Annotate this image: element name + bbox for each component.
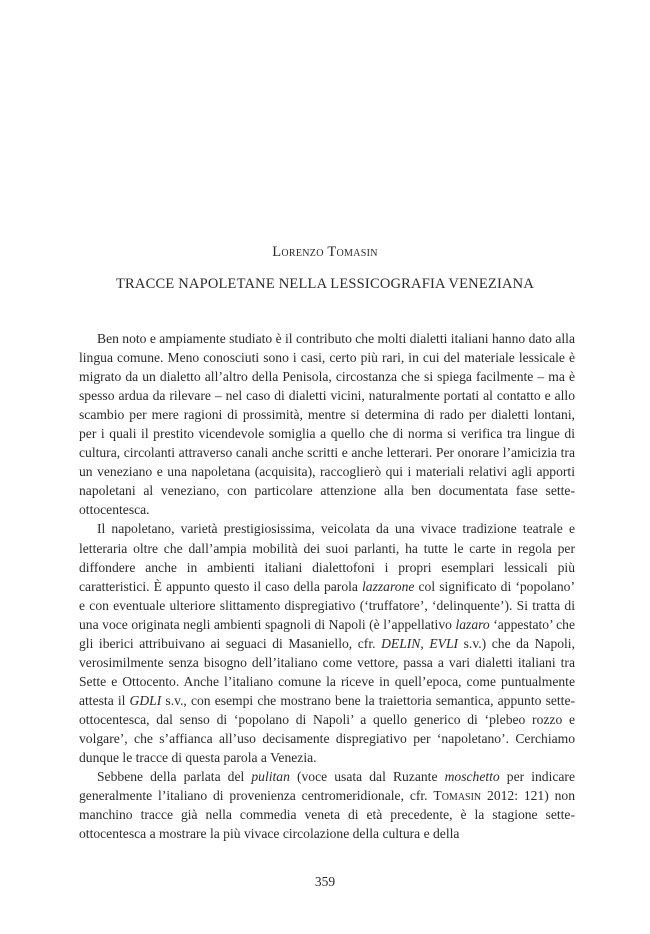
article-title: TRACCE NAPOLETANE NELLA LESSICOGRAFIA VENEZIANA xyxy=(116,276,534,292)
italic-term: GDLI xyxy=(129,692,162,708)
italic-term: lazzarone xyxy=(362,578,415,594)
paragraph-2 xyxy=(79,519,575,767)
italic-term: DELIN xyxy=(381,635,421,651)
italic-term: pulitan xyxy=(251,769,290,785)
text-run: Sebbene della parlata del xyxy=(97,769,252,785)
article-body xyxy=(79,329,575,843)
italic-term: EVLI xyxy=(429,635,459,651)
small-caps-citation: Tomasin xyxy=(433,788,482,804)
author-name: Lorenzo Tomasin xyxy=(272,244,378,260)
italic-term: moschetto xyxy=(444,769,500,785)
text-run: (voce usata dal Ruzante xyxy=(289,769,445,785)
text-run: per indicare generalmente l’italiano di provenienza centromeridionale, cfr. xyxy=(79,769,575,804)
paragraph-1: Ben noto e ampiamente studiato è il contributo che molti dialetti italiani hanno dato alla lingua comune. Meno conosciuti sono i casi, certo più rari, in cui del materiale lessicale è migrato da un dialetto all’altro della Penisola, circostanza che si spiega facilmente – ma è spesso ardua da rilevare – nel caso di dialetti vicini, naturalmente portati al contatto e allo scambio per mere ragioni di prossimità, mentre si determina di rado per dialetti lontani, per i quali il prestito vicendevole somiglia a quello che di norma si verifica tra lingue di cultura, circolanti attraverso canali anche scritti e anche letterari. Per onorare l’amicizia tra un veneziano e una napoletana (acquisita), raccoglierò qui i materiali relativi agli apporti napoletani al veneziano, con particolare attenzione alla ben documentata fase sette-ottocentesca. xyxy=(79,331,575,518)
text-run: 2012: 121) non manchino tracce già nella commedia veneta di età precedente, è la stagione sette-ottocentesca a mostrare la più vivace circolazione della cultura e della xyxy=(79,788,575,842)
italic-term: lazaro xyxy=(455,616,490,632)
text-run: , xyxy=(420,635,430,651)
page-number: 359 xyxy=(314,874,336,889)
text-run: Il napoletano, varietà prestigiosissima, veicolata da una vivace tradizione teatrale e letteraria oltre che dall’ampia mobilità dei suoi parlanti, ha tutte le carte in regola per diffondere anche in ambienti italiani dialettofoni i propri esemplari lessicali più caratteristici. È appunto questo il caso della parola xyxy=(79,521,575,594)
text-run: col significato di ‘popolano’ e con eventuale ulteriore slittamento dispregiativo (‘truffatore’, ‘delinquente’). Si tratta di una voce originata negli ambienti spagnoli di Napoli (è l’appellativo xyxy=(79,578,575,632)
text-run: s.v.) che da Napoli, verosimilmente senza bisogno dell’italiano come vettore, passa a vari dialetti italiani tra Sette e Ottocento. Anche l’italiano comune la riceve in quell’epoca, come puntualmente attesta il xyxy=(79,635,575,708)
text-run: ‘appestato’ che gli iberici attribuivano ai seguaci di Masaniello, cfr. xyxy=(79,616,575,651)
text-run: s.v., con esempi che mostrano bene la traiettoria semantica, appunto sette-ottocentesca, dal senso di ‘popolano di Napoli’ a quello generico di ‘plebeo rozzo e volgare’, che s’affianca all’uso decisamente dispregiativo per ‘napoletano’. Cerchiamo dunque le tracce di questa parola a Venezia. xyxy=(79,692,576,766)
paragraph-3 xyxy=(79,767,575,843)
